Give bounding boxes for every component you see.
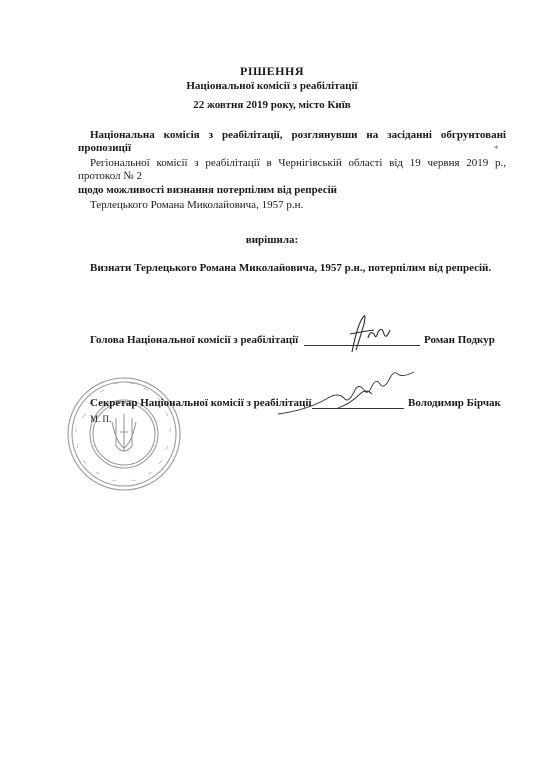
person-line: Терлецького Романа Миколайовича, 1957 р.н. — [90, 199, 304, 211]
secretary-name: Володимир Бірчак — [408, 397, 501, 409]
intro-line-1: Національна комісія з реабілітації, розглянувши на засіданні обгрунтовані — [90, 129, 506, 141]
chair-name: Роман Подкур — [424, 334, 495, 346]
secretary-role: Секретар Національної комісії з реабілітації — [90, 397, 312, 409]
decided-heading: вирішила: — [245, 234, 299, 246]
document-subtitle: Національної комісії з реабілітації — [186, 80, 358, 92]
regional-line-2: протокол № 2 — [78, 170, 143, 182]
decision-text: Визнати Терлецького Романа Миколайовича, 1957 р.н., потерпілим від репресій. — [90, 262, 492, 274]
asterisk-mark: * — [494, 144, 499, 154]
intro-line-2: пропозиції — [78, 142, 132, 154]
official-seal — [64, 374, 184, 494]
date-place: 22 жовтня 2019 року, місто Київ — [193, 99, 351, 111]
seal-mark-label: М. П. — [90, 414, 112, 424]
document-title: РІШЕННЯ — [239, 64, 304, 78]
regional-line-1: Регіональної комісії з реабілітації в Чернігівській області від 19 червня 2019 р., — [90, 157, 506, 169]
chair-role: Голова Національної комісії з реабілітації — [90, 334, 299, 346]
chair-signature — [330, 312, 400, 360]
secretary-signature — [268, 364, 418, 424]
regarding-line: щодо можливості визнання потерпілим від репресій — [78, 184, 338, 196]
